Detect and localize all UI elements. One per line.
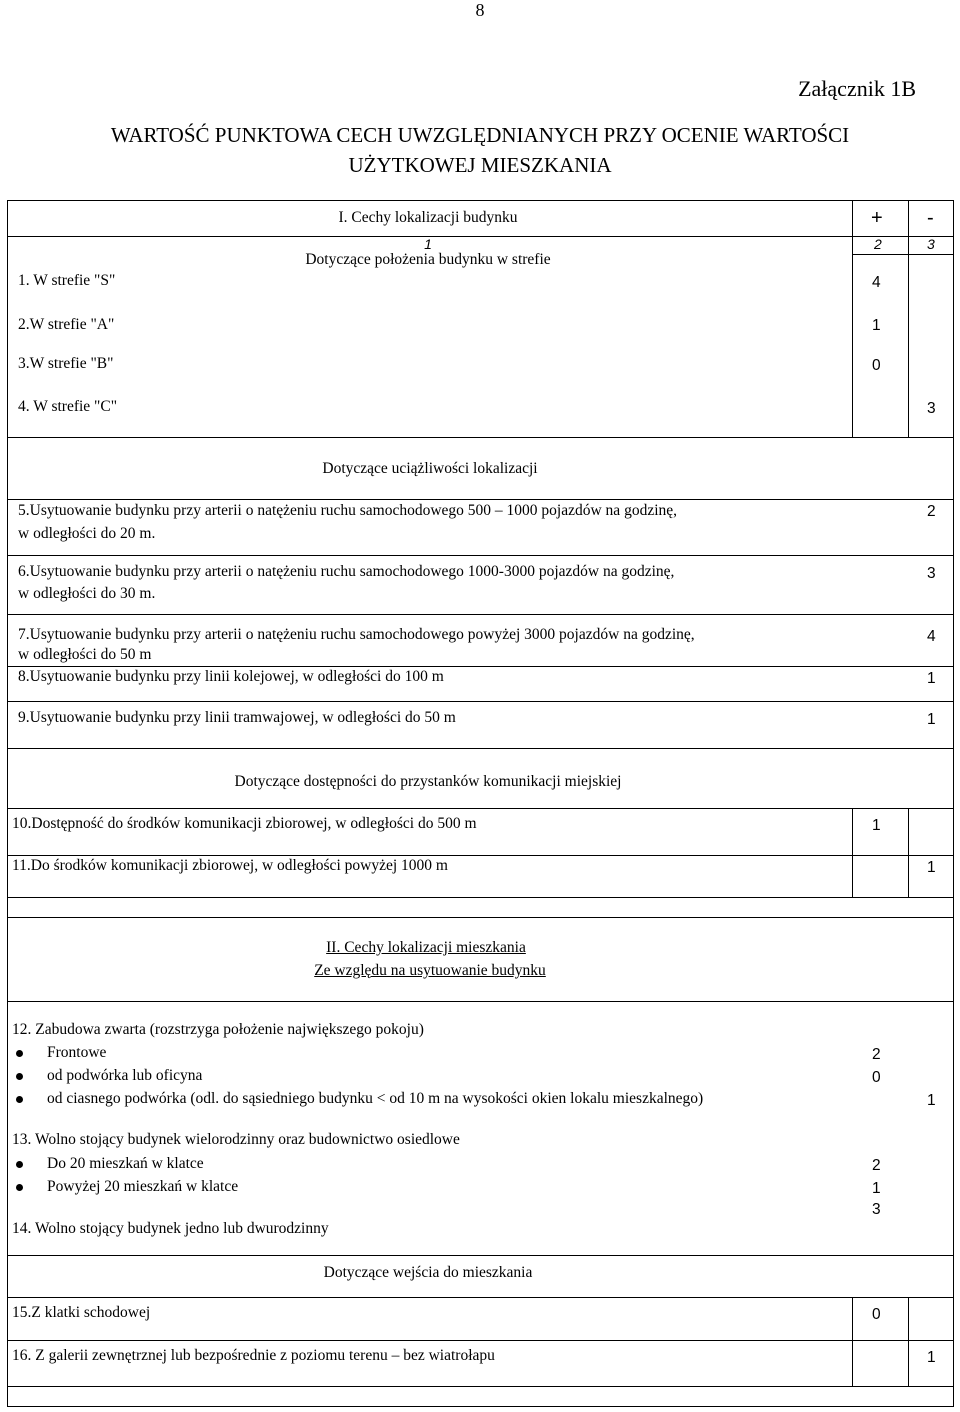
group-heading-uciazliwosci: Dotyczące uciążliwości lokalizacji	[322, 460, 538, 477]
row-label: 4. W strefie "C"	[18, 398, 118, 415]
row-divider	[7, 897, 954, 898]
bullet-icon	[16, 1050, 23, 1057]
row-label: 8.Usytuowanie budynku przy linii kolejowej, w odległości do 100 m	[18, 668, 444, 685]
plus-value: 1	[872, 1180, 881, 1197]
minus-value: 1	[927, 1349, 936, 1366]
row-divider	[7, 614, 954, 615]
column-divider	[852, 200, 853, 437]
plus-value: 0	[872, 1306, 881, 1323]
minus-value: 3	[927, 565, 936, 582]
bullet-icon	[16, 1073, 23, 1080]
plus-value: 0	[872, 357, 881, 374]
column-plus-header: +	[871, 207, 883, 229]
minus-value: 1	[927, 1092, 936, 1109]
plus-value: 2	[872, 1157, 881, 1174]
row-divider	[7, 499, 954, 500]
row-label: 5.Usytuowanie budynku przy arterii o natężeniu ruchu samochodowego 500 – 1000 pojazdów na godzinę,	[18, 502, 678, 519]
item-12-label: 12. Zabudowa zwarta (rozstrzyga położenie największego pokoju)	[12, 1021, 424, 1038]
row-divider	[7, 748, 954, 749]
row-label: 3.W strefie "B"	[18, 355, 114, 372]
row-divider	[7, 236, 954, 237]
item-13-label: 13. Wolno stojący budynek wielorodzinny oraz budownictwo osiedlowe	[12, 1131, 460, 1148]
bullet-label: Powyżej 20 mieszkań w klatce	[47, 1178, 239, 1195]
column-minus-header: -	[927, 207, 934, 229]
section-2-title: II. Cechy lokalizacji mieszkania	[326, 939, 526, 956]
group-heading-strefa: Dotyczące położenia budynku w strefie	[305, 251, 551, 268]
row-label: 6.Usytuowanie budynku przy arterii o natężeniu ruchu samochodowego 1000-3000 pojazdów na godzinę,	[18, 563, 675, 580]
title-line-1: WARTOŚĆ PUNKTOWA CECH UWZGLĘDNIANYCH PRZY OCENIE WARTOŚCI	[110, 123, 850, 147]
plus-value: 3	[872, 1201, 881, 1218]
group-heading-wejscie: Dotyczące wejścia do mieszkania	[323, 1264, 533, 1281]
row-label: 2.W strefie "A"	[18, 316, 115, 333]
section-1-title: I. Cechy lokalizacji budynku	[338, 209, 518, 226]
row-label: 7.Usytuowanie budynku przy arterii o natężeniu ruchu samochodowego powyżej 3000 pojazdów na godzinę,	[18, 626, 695, 643]
plus-value: 0	[872, 1069, 881, 1086]
item-14-label: 14. Wolno stojący budynek jedno lub dwurodzinny	[12, 1220, 329, 1237]
row-divider	[7, 1001, 954, 1002]
row-divider	[7, 666, 954, 667]
column-divider	[908, 1297, 909, 1386]
row-label: 1. W strefie "S"	[18, 272, 116, 289]
group-heading-dostepnosc: Dotyczące dostępności do przystanków komunikacji miejskiej	[234, 773, 622, 790]
plus-value: 2	[872, 1046, 881, 1063]
minus-value: 1	[927, 859, 936, 876]
row-label: 10.Dostępność do środków komunikacji zbiorowej, w odległości do 500 m	[12, 815, 477, 832]
row-divider	[7, 437, 954, 438]
plus-value: 4	[872, 274, 881, 291]
column-divider	[852, 808, 853, 897]
bullet-icon	[16, 1161, 23, 1168]
minus-value: 3	[927, 400, 936, 417]
bullet-label: od podwórka lub oficyna	[47, 1067, 203, 1084]
page-number: 8	[475, 0, 485, 20]
row-divider	[7, 1340, 954, 1341]
row-divider	[7, 555, 954, 556]
row-divider	[7, 701, 954, 702]
row-label: 11.Do środków komunikacji zbiorowej, w odległości powyżej 1000 m	[12, 857, 448, 874]
row-label: 15.Z klatki schodowej	[12, 1304, 151, 1321]
row-divider	[7, 855, 954, 856]
bullet-label: Frontowe	[47, 1044, 107, 1061]
column-divider	[908, 200, 909, 437]
row-label: 16. Z galerii zewnętrznej lub bezpośrednie z poziomu terenu – bez wiatrołapu	[12, 1347, 495, 1364]
row-divider	[852, 254, 954, 255]
row-divider	[7, 1386, 954, 1387]
column-divider	[852, 1297, 853, 1386]
minus-value: 1	[927, 670, 936, 687]
row-divider	[7, 808, 954, 809]
column-divider	[908, 808, 909, 897]
annex-label: Załącznik 1B	[798, 76, 916, 101]
row-divider	[7, 1255, 954, 1256]
bullet-icon	[16, 1096, 23, 1103]
title-line-2: UŻYTKOWEJ MIESZKANIA	[348, 153, 612, 177]
minus-value: 4	[927, 628, 936, 645]
row-label-cont: w odległości do 50 m	[18, 646, 152, 663]
row-divider	[7, 917, 954, 918]
minus-value: 2	[927, 503, 936, 520]
row-label-cont: w odległości do 20 m.	[18, 525, 156, 542]
bullet-label: od ciasnego podwórka (odl. do sąsiedniego budynku < od 10 m na wysokości okien lokalu mieszkalnego)	[47, 1090, 704, 1107]
row-label: 9.Usytuowanie budynku przy linii tramwajowej, w odległości do 50 m	[18, 709, 456, 726]
document-title	[0, 120, 960, 180]
plus-value: 1	[872, 817, 881, 834]
row-divider	[7, 1297, 954, 1298]
plus-value: 1	[872, 317, 881, 334]
section-2-subtitle: Ze względu na usytuowanie budynku	[314, 962, 546, 979]
column-number-3: 3	[927, 236, 935, 252]
column-number-2: 2	[874, 236, 882, 252]
column-number-1: 1	[424, 236, 432, 252]
bullet-label: Do 20 mieszkań w klatce	[47, 1155, 204, 1172]
minus-value: 1	[927, 711, 936, 728]
bullet-icon	[16, 1184, 23, 1191]
row-label-cont: w odległości do 30 m.	[18, 585, 156, 602]
